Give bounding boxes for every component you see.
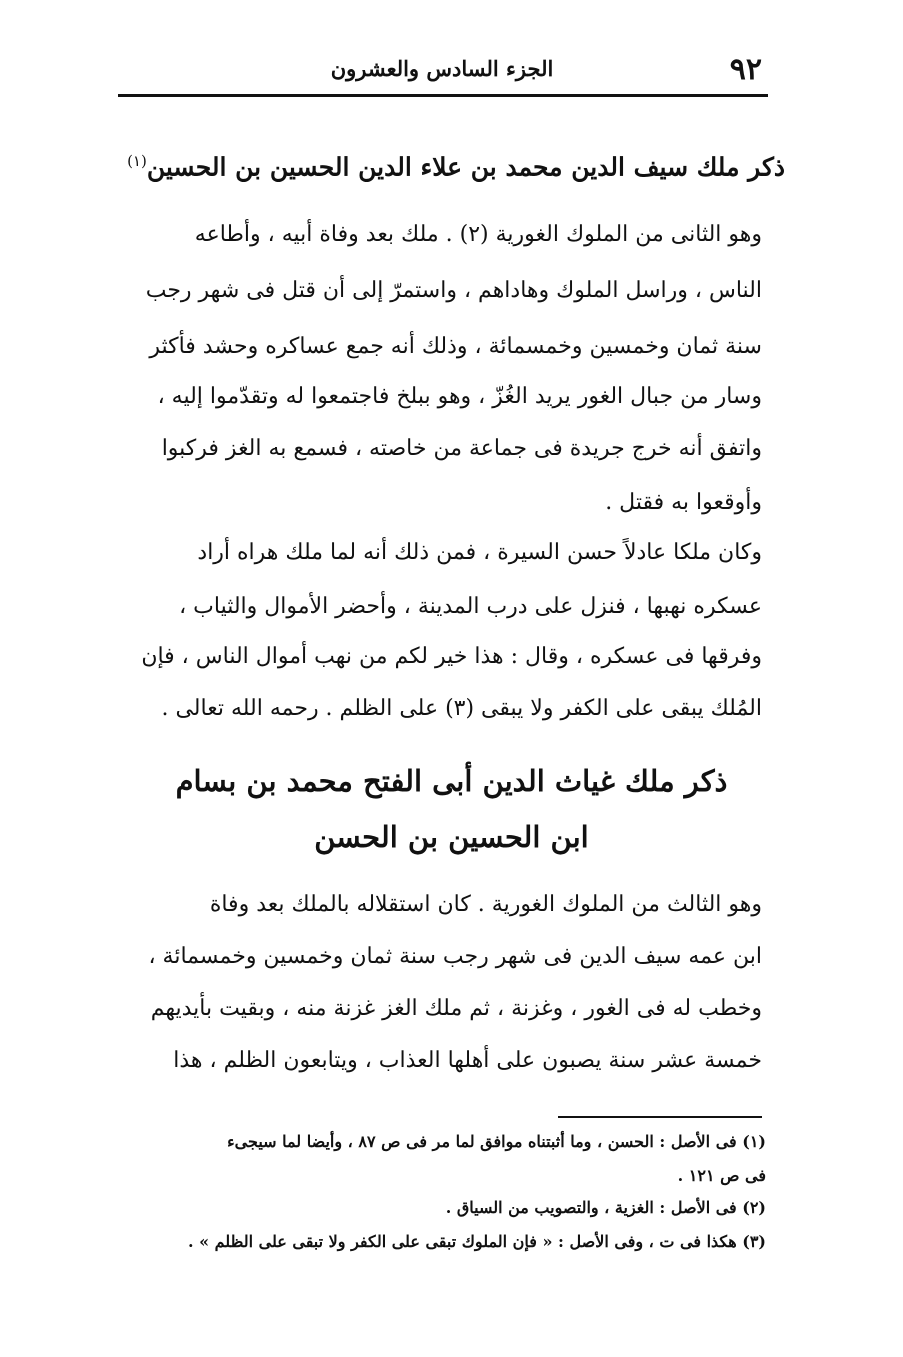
text-line: سنة ثمان وخمسين وخمسمائة ، وذلك أنه جمع عساكره وحشد فأكثر — [149, 334, 762, 359]
footnote-continued: فى ص ١٢١ . — [677, 1166, 766, 1185]
text-line: واتفق أنه خرج جريدة فى جماعة من خاصته ، فسمع به الغز فركبوا — [161, 436, 762, 461]
footnote: (١) فى الأصل : الحسن ، وما أثبتناه موافق لما مر فى ص ٨٧ ، وأيضا لما سيجىء — [227, 1132, 766, 1151]
text-line: عسكره نهبها ، فنزل على درب المدينة ، وأحضر الأموال والثياب ، — [179, 594, 762, 619]
section-heading: ذكر ملك غياث الدين أبى الفتح محمد بن بسام — [175, 764, 728, 798]
text-line: وهو الثالث من الملوك الغورية . كان استقلاله بالملك بعد وفاة — [209, 892, 762, 917]
text-line: وكان ملكا عادلاً حسن السيرة ، فمن ذلك أنه لما ملك هراه أراد — [197, 540, 762, 565]
footnote-rule — [558, 1116, 762, 1118]
text-line: الناس ، وراسل الملوك وهاداهم ، واستمرّ إلى أن قتل فى شهر رجب — [145, 278, 762, 303]
footnote-marker: (١) — [127, 152, 147, 170]
section-heading — [118, 152, 785, 181]
text-line: وأوقعوا به فقتل . — [605, 490, 762, 515]
running-title: الجزء السادس والعشرون — [330, 56, 554, 81]
text-line: خمسة عشر سنة يصبون على أهلها العذاب ، ويتابعون الظلم ، هذا — [173, 1048, 762, 1073]
text-line: وهو الثانى من الملوك الغورية (٢) . ملك بعد وفاة أبيه ، وأطاعه — [194, 222, 762, 247]
footnote: (٣) هكذا فى ت ، وفى الأصل : « فإن الملوك تبقى على الكفر ولا تبقى على الظلم » . — [187, 1232, 766, 1251]
page-number: ٩٢ — [729, 52, 762, 87]
text-line: وسار من جبال الغور يريد الغُزّ ، وهو ببلخ فاجتمعوا له وتقدّموا إليه ، — [157, 384, 762, 409]
text-line: وفرقها فى عسكره ، وقال : هذا خير لكم من نهب أموال الناس ، فإن — [141, 644, 762, 669]
footnote: (٢) فى الأصل : الغزية ، والتصويب من السياق . — [445, 1198, 766, 1217]
section-heading-continued: ابن الحسين بن الحسن — [314, 820, 589, 854]
section-heading-text: ذكر ملك سيف الدين محمد بن علاء الدين الحسين بن الحسين — [146, 152, 785, 182]
text-line: وخطب له فى الغور ، وغزنة ، ثم ملك الغز غزنة منه ، وبقيت بأيديهم — [150, 996, 762, 1021]
running-head — [118, 52, 766, 92]
text-line: ابن عمه سيف الدين فى شهر رجب سنة ثمان وخمسين وخمسمائة ، — [148, 944, 762, 969]
text-line: المُلك يبقى على الكفر ولا يبقى (٣) على الظلم . رحمه الله تعالى . — [161, 696, 762, 721]
header-rule — [118, 94, 768, 97]
